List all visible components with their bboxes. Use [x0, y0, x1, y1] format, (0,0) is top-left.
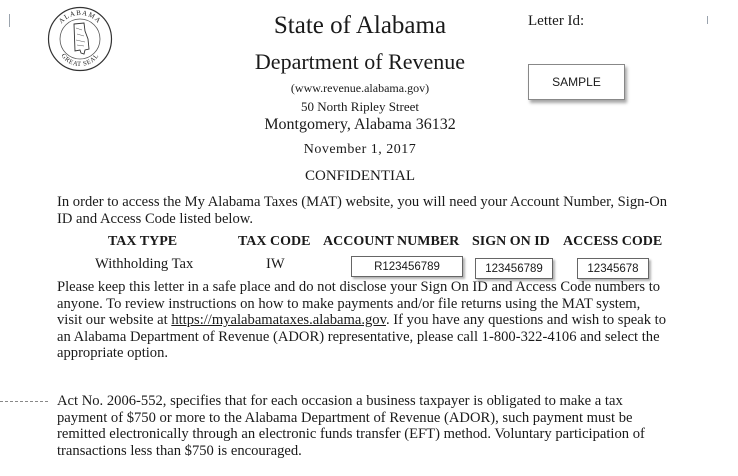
- cell-tax-type: Withholding Tax: [95, 256, 194, 272]
- svg-text:ALABAMA: ALABAMA: [57, 8, 103, 26]
- city-address: Montgomery, Alabama 36132: [264, 116, 456, 133]
- cell-tax-code: IW: [266, 256, 285, 272]
- sign-on-id-box: 123456789: [475, 258, 553, 279]
- instructions-text-before: Please keep this letter in a safe place and do not disclose your Sign On ID and Access Code numbers to anyone. To review instructions on how to make payments and/or file returns using the MAT system, visit our website at: [57, 279, 661, 329]
- mat-website-link[interactable]: https://myalabamataxes.alabama.gov: [171, 312, 386, 329]
- confidential-label: CONFIDENTIAL: [305, 168, 415, 184]
- department-name: Department of Revenue: [254, 49, 466, 74]
- account-number-box: R123456789: [351, 256, 463, 277]
- letter-id-box: SAMPLE: [528, 64, 625, 100]
- act-paragraph: Act No. 2006-552, specifies that for each occasion a business taxpayer is obligated to make a tax payment of $750 or more to the Alabama Department of Revenue (ADOR), such payment must be remitted electronically through an electronic funds transfer (EFT) method. Voluntary participation of transactions less than $750 is encouraged.: [57, 393, 645, 459]
- website-text: (www.revenue.alabama.gov): [290, 81, 430, 95]
- header-sign-on-id: SIGN ON ID: [472, 234, 550, 249]
- margin-mark: [707, 16, 708, 24]
- intro-paragraph: In order to access the My Alabama Taxes (MAT) website, you will need your Account Number, Sign-On ID and Access Code listed below.: [57, 194, 668, 227]
- header-account-number: ACCOUNT NUMBER: [323, 234, 460, 249]
- margin-mark: [9, 14, 10, 27]
- alabama-seal-logo: [47, 6, 113, 72]
- instructions-text-after: . If you have any questions and wish to speak to an Alabama Department of Revenue (ADOR) representative, please call 1-800-322-4106 and select the appropriate option.: [57, 312, 667, 362]
- letter-date: November 1, 2017: [303, 142, 417, 157]
- margin-dash: [0, 401, 48, 402]
- header-access-code: ACCESS CODE: [563, 234, 663, 249]
- street-address: 50 North Ripley Street: [300, 99, 420, 114]
- svg-text:GREAT SEAL: GREAT SEAL: [59, 52, 101, 69]
- page-title: State of Alabama: [273, 12, 447, 39]
- instructions-paragraph: [57, 279, 669, 362]
- letter-id-label: Letter Id:: [528, 13, 585, 29]
- header-tax-type: TAX TYPE: [108, 234, 178, 249]
- header-tax-code: TAX CODE: [238, 234, 311, 249]
- access-code-box: 12345678: [577, 258, 649, 279]
